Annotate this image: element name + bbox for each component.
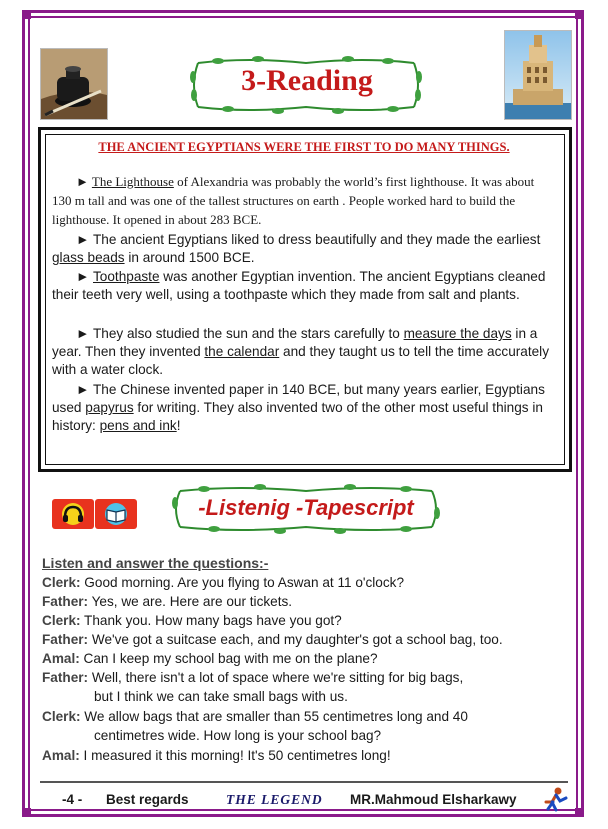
- footer-legend: THE LEGEND: [226, 792, 323, 807]
- footer-regards: Best regards: [106, 792, 189, 807]
- headphones-icon: [52, 499, 94, 529]
- reading-title: 3-Reading: [241, 64, 373, 97]
- arrow-icon: ►: [76, 232, 90, 247]
- runner-icon: [540, 786, 570, 812]
- reading-keyword: measure the days: [403, 326, 512, 341]
- frame-corner: [22, 808, 31, 817]
- dialogue-line: Clerk: Good morning. Are you flying to Aswan at 11 o'clock?: [42, 575, 405, 590]
- reading-keyword: glass beads: [52, 250, 125, 266]
- footer-author: MR.Mahmoud Elsharkawy: [350, 792, 517, 807]
- reading-paragraph-4: ► They also studied the sun and the stars carefully to measure the days in a year. Then they invented the calendar and they taught us to tell the time accurately with a water clock.: [52, 326, 549, 378]
- reading-paragraph-5: ► The Chinese invented paper in 140 BCE, but many years earlier, Egyptians used papyrus for writing. They also invented two of the other most useful things in history: pens and ink!: [52, 382, 545, 434]
- listening-title: -Listenig -Tapescript: [198, 495, 414, 520]
- footer-divider: [40, 781, 568, 783]
- dialogue-line: Clerk: Thank you. How many bags have you got?: [42, 613, 342, 628]
- arrow-icon: ►: [76, 269, 90, 284]
- arrow-icon: ►: [76, 174, 89, 189]
- arrow-icon: ►: [76, 382, 90, 397]
- frame-corner: [575, 10, 584, 19]
- reading-keyword: The Lighthouse: [91, 174, 174, 189]
- book-icon: [95, 499, 137, 529]
- frame-corner: [22, 10, 31, 19]
- page-number: -4 -: [62, 792, 83, 807]
- reading-keyword: pens and ink: [99, 418, 177, 434]
- dialogue-line: Father: We've got a suitcase each, and my daughter's got a school bag, too.: [42, 632, 503, 647]
- ink-pen-icon: [40, 48, 108, 120]
- reading-paragraph-3: ► Toothpaste was another Egyptian invention. The ancient Egyptians cleaned their teeth very well, using a toothpaste which they made from salt and plants.: [52, 269, 546, 303]
- reading-keyword: the calendar: [204, 344, 280, 360]
- lighthouse-icon: [504, 30, 572, 120]
- dialogue-line: Father: Yes, we are. Here are our tickets.: [42, 594, 293, 609]
- dialogue-line: Amal: Can I keep my school bag with me on the plane?: [42, 651, 378, 666]
- reading-paragraph-1: ► The Lighthouse of Alexandria was probably the world’s first lighthouse. It was about 130 m tall and was one of the tallest structures on earth . People worked hard to build the lighthouse. It opened in about 283 BCE.: [52, 174, 535, 227]
- frame-corner: [575, 808, 584, 817]
- reading-paragraph-2: ► The ancient Egyptians liked to dress beautifully and they made the earliest glass beads in around 1500 BCE.: [52, 232, 541, 266]
- dialogue-line: Clerk: We allow bags that are smaller than 55 centimetres long and 40 centimetres wide. How long is your school bag?: [42, 709, 468, 743]
- reading-keyword: Toothpaste: [93, 269, 160, 284]
- listening-heading: Listen and answer the questions:-: [42, 555, 269, 571]
- reading-keyword: papyrus: [85, 400, 134, 416]
- dialogue-line: Father: Well, there isn't a lot of space where we're sitting for big bags, but I think we can take small bags with us.: [42, 670, 464, 704]
- arrow-icon: ►: [76, 326, 90, 341]
- dialogue-line: Amal: I measured it this morning! It's 50 centimetres long!: [42, 748, 391, 763]
- reading-heading: THE ANCIENT EGYPTIANS WERE THE FIRST TO DO MANY THINGS.: [98, 140, 510, 154]
